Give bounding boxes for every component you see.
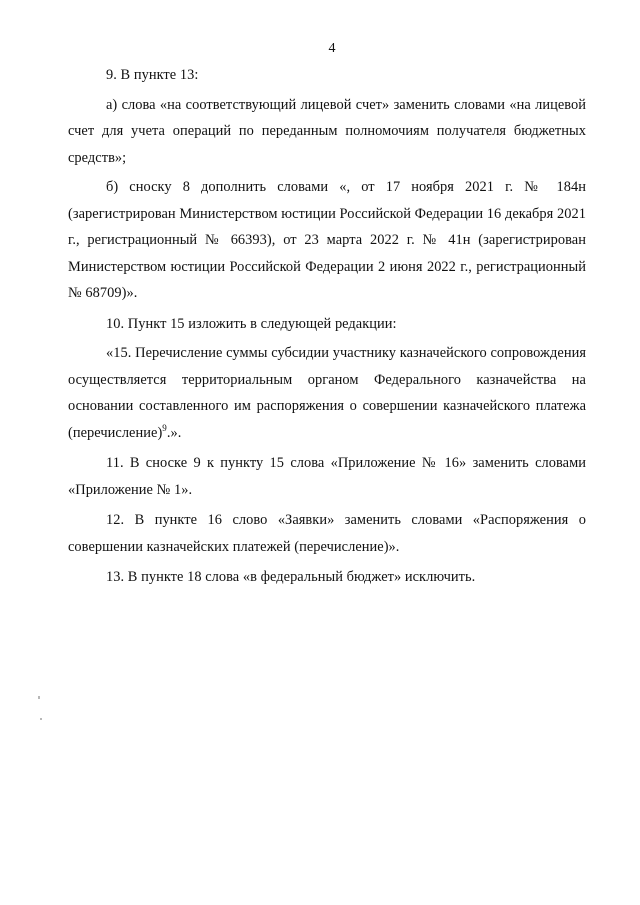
paragraph-item-11: 11. В сноске 9 к пункту 15 слова «Приложение № 16» заменить словами «Приложение № 1». xyxy=(68,455,586,498)
page-number: 4 xyxy=(328,41,336,56)
paragraph-item-13: 13. В пункте 18 слова «в федеральный бюджет» исключить. xyxy=(106,569,476,585)
paragraph-item-12: 12. В пункте 16 слово «Заявки» заменить словами «Распоряжения о совершении казначейских платежей (перечисление)». xyxy=(68,512,586,555)
quoted-text: «15. Перечисление суммы субсидии участнику казначейского сопровождения осуществляется территориальным органом Федерального казначейства на основании составленного им распоряжения о совершении казначейского платежа (перечисление) xyxy=(68,345,586,441)
document-body xyxy=(68,62,586,591)
paragraph-item-10: 10. Пункт 15 изложить в следующей редакции: xyxy=(106,315,397,332)
scan-artifact xyxy=(38,696,40,699)
paragraph-quoted-15 xyxy=(68,340,586,446)
footnote-reference: 9 xyxy=(162,422,167,433)
paragraph-item-9b: б) сноску 8 дополнить словами «, от 17 ноября 2021 г. № 184н (зарегистрирован Министерством юстиции Российской Федерации 16 декабря 2021 г., регистрационный № 66393), от 23 марта 2022 г. № 41н (зарегистрирован Министерством юстиции Российской Федерации 2 июня 2022 г., регистрационный № 68709)». xyxy=(68,179,586,301)
quoted-text-end: .». xyxy=(166,424,182,441)
paragraph-item-9a: а) слова «на соответствующий лицевой счет» заменить словами «на лицевой счет для учета операций по переданным полномочиям получателя бюджетных средств»; xyxy=(68,96,586,166)
scan-artifact xyxy=(40,718,42,720)
paragraph-item-9: 9. В пункте 13: xyxy=(106,67,199,83)
